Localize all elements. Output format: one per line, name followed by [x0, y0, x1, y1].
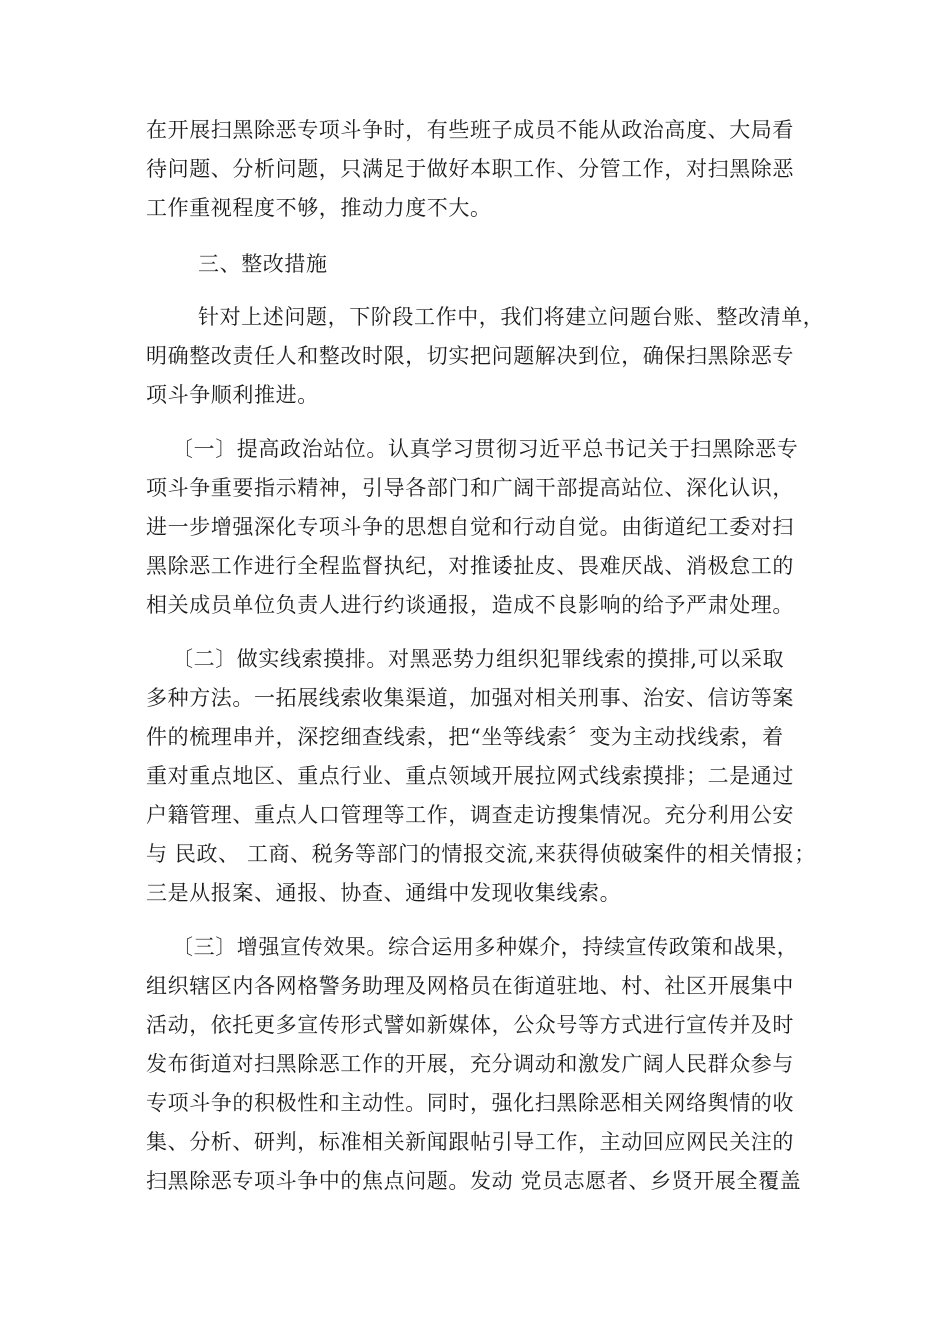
text-line: 项斗争顺利推进。 — [146, 383, 319, 407]
text-line: 在开展扫黑除恶专项斗争时，有些班子成员不能从政治高度、大局看 — [146, 118, 794, 142]
text-line: 件的梳理串并，深挖细查线索，把“坐等线索〞变为主动找线索，着 — [146, 725, 784, 749]
text-line: 三是从报案、通报、协查、通缉中发现收集线索。 — [146, 881, 622, 905]
text-line: 专项斗争的积极性和主动性。同时，强化扫黑除恶相关网络舆情的收 — [146, 1091, 794, 1115]
text-line: 〔一〕提高政治站位。认真学习贯彻习近平总书记关于扫黑除恶专 — [172, 437, 799, 461]
text-line: 集、分析、研判，标准相关新闻跟帖引导工作，主动回应网民关注的 — [146, 1130, 794, 1154]
text-line: 进一步增强深化专项斗争的思想自觉和行动自觉。由街道纪工委对扫 — [146, 515, 794, 539]
text-line: 活动，依托更多宣传形式譬如新媒体，公众号等方式进行宣传并及时 — [146, 1013, 794, 1037]
text-line: 工作重视程度不够，推动力度不大。 — [146, 196, 492, 220]
text-line: 针对上述问题，下阶段工作中，我们将建立问题台账、整改清单， — [198, 305, 825, 329]
text-line: 重对重点地区、重点行业、重点领域开展拉网式线索摸排；二是通过 — [146, 764, 794, 788]
heading-text: 三、整改措施 — [198, 252, 328, 276]
text-line: 组织辖区内各网格警务助理及网格员在街道驻地、村、社区开展集中 — [146, 974, 794, 998]
text-line: 相关成员单位负责人进行约谈通报，造成不良影响的给予严肃处理。 — [146, 593, 794, 617]
text-line: 与 民政、 工商、税务等部门的情报交流,来获得侦破案件的相关情报； — [146, 842, 816, 866]
text-line: 多种方法。一拓展线索收集渠道，加强对相关刑事、治安、信访等案 — [146, 686, 794, 710]
text-line: 明确整改责任人和整改时限，切实把问题解决到位，确保扫黑除恶专 — [146, 344, 794, 368]
text-line: 发布街道对扫黑除恶工作的开展，充分调动和激发广阔人民群众参与 — [146, 1052, 794, 1076]
text-line: 〔三〕增强宣传效果。综合运用多种媒介，持续宣传政策和战果， — [172, 935, 799, 959]
text-line: 扫黑除恶专项斗争中的焦点问题。发动 党员志愿者、乡贤开展全覆盖 — [146, 1169, 802, 1193]
text-line: 项斗争重要指示精神，引导各部门和广阔干部提高站位、深化认识， — [146, 476, 794, 500]
text-line: 待问题、分析问题，只满足于做好本职工作、分管工作，对扫黑除恶 — [146, 157, 794, 181]
text-line: 〔二〕做实线索摸排。对黑恶势力组织犯罪线索的摸排,可以采取 — [172, 647, 785, 671]
text-line: 黑除恶工作进行全程监督执纪，对推诿扯皮、畏难厌战、消极怠工的 — [146, 554, 794, 578]
text-line: 户籍管理、重点人口管理等工作，调查走访搜集情况。充分利用公安 — [146, 803, 794, 827]
